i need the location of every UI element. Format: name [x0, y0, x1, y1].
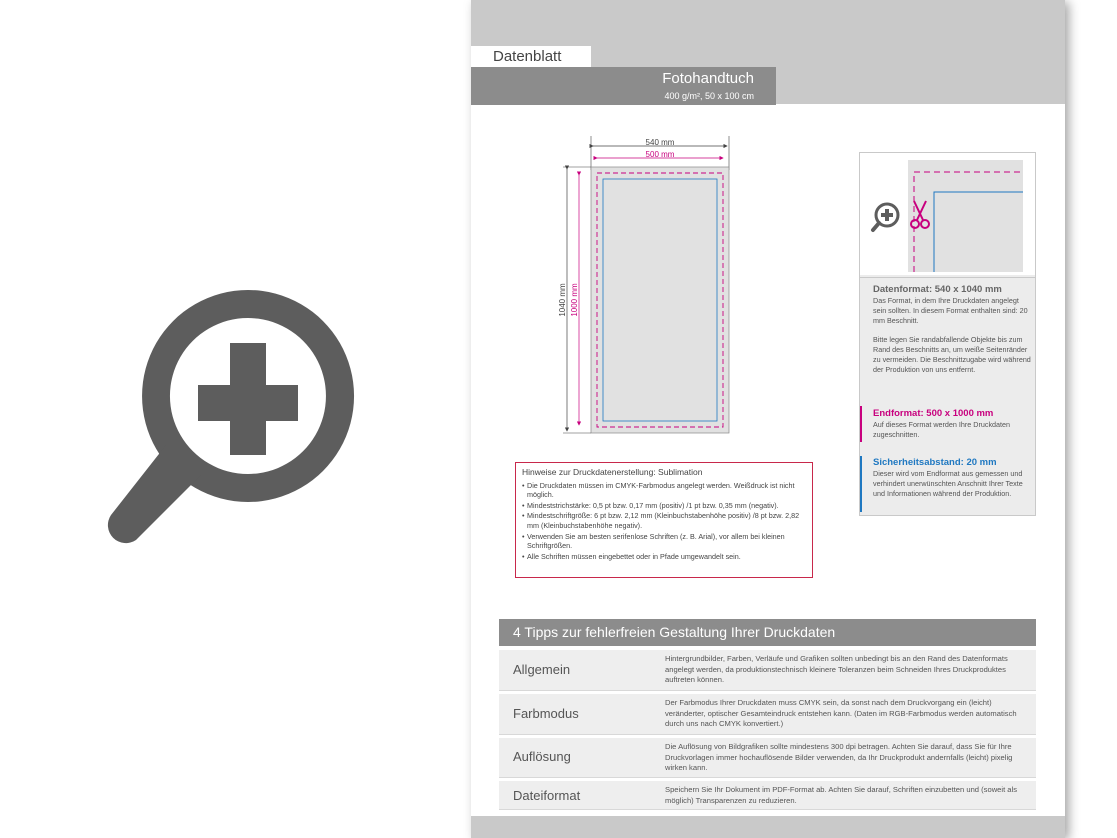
datenformat-text: Das Format, in dem Ihre Druckdaten angelegt sein sollten. In diesem Format enthalten sind: 20 mm Beschnitt.: [873, 296, 1028, 325]
zoom-in-icon[interactable]: [870, 201, 902, 233]
height-inner-label: 1000 mm: [570, 283, 579, 317]
datenblatt-tab: Datenblatt: [471, 46, 591, 67]
tip-text: Hintergrundbilder, Farben, Verläufe und Grafiken sollten unbedingt bis an den Rand des Datenformats angelegt werden, da produktionstechnisch kleinere Toleranzen beim Schneiden Ihres Druckproduktes auftreten können.: [665, 654, 1008, 684]
notes-list: [522, 481, 806, 562]
endformat-section: [873, 408, 1033, 440]
scissors-icon: [909, 199, 931, 231]
corner-preview: [860, 153, 1035, 275]
endformat-text: Auf dieses Format werden Ihre Druckdaten zugeschnitten.: [873, 420, 1011, 439]
zoom-in-icon[interactable]: [96, 290, 366, 560]
width-inner-label: 500 mm: [645, 150, 675, 159]
data-format-area: [591, 167, 729, 433]
print-notes-box: [515, 462, 813, 578]
list-item: • Verwenden Sie am besten serifenlose Schriften (z. B. Arial), vor allem bei kleinen Schriftgrößen.: [522, 532, 806, 551]
tips-table: [499, 619, 1036, 810]
title-bar: [471, 67, 776, 105]
datenformat-text: Bitte legen Sie randabfallende Objekte bis zum Rand des Beschnitts an, um weiße Seitenränder zu vermeiden. Die Beschnittzugabe wird während der Produktion von uns entfernt.: [873, 335, 1031, 374]
sicherheit-section: [873, 457, 1033, 499]
table-row: [499, 694, 1036, 735]
datenformat-section: [873, 284, 1033, 375]
tip-label: Dateiformat: [513, 788, 581, 803]
list-item: • Alle Schriften müssen eingebettet oder in Pfade umgewandelt sein.: [522, 552, 806, 562]
table-row: [499, 650, 1036, 691]
list-item: • Die Druckdaten müssen im CMYK-Farbmodus angelegt werden. Weißdruck ist nicht möglich.: [522, 481, 806, 500]
sheet-footer: [471, 816, 1065, 838]
height-outer-label: 1040 mm: [558, 283, 567, 317]
notes-title: Hinweise zur Druckdatenerstellung: Sublimation: [522, 467, 703, 477]
tip-text: Speichern Sie Ihr Dokument im PDF-Format ab. Achten Sie darauf, Schriften einzubetten und (soweit als möglich) Transparenzen zu reduzieren.: [665, 785, 1018, 805]
width-outer-label: 540 mm: [645, 138, 675, 147]
datenformat-heading: Datenformat: 540 x 1040 mm: [873, 284, 1002, 295]
sicherheit-text: Dieser wird vom Endformat aus gemessen und verhindert unerwünschten Anschnitt Ihrer Texte und Informationen während der Produktion.: [873, 469, 1023, 498]
product-subtitle: 400 g/m², 50 x 100 cm: [664, 91, 754, 101]
divider: [860, 277, 1035, 278]
tip-text: Der Farbmodus Ihrer Druckdaten muss CMYK sein, da sonst nach dem Druckvorgang ein (leicht) veränderter, optischer Gesamteindruck entstehen kann. (Daten im RGB-Farbmodus werden automatisch durch uns nach CMYK konvertiert.): [665, 698, 1017, 728]
sicherheit-heading: Sicherheitsabstand: 20 mm: [873, 457, 997, 468]
tip-label: Allgemein: [513, 662, 571, 677]
datasheet-page: [471, 0, 1065, 838]
table-row: [499, 738, 1036, 778]
format-diagram: [551, 134, 741, 444]
tips-header: 4 Tipps zur fehlerfreien Gestaltung Ihrer Druckdaten: [499, 619, 1036, 646]
list-item: • Mindestschriftgröße: 6 pt bzw. 2,12 mm (Kleinbuchstabenhöhe positiv) /8 pt bzw. 2,82 mm (Kleinbuchstabenhöhe negativ).: [522, 511, 806, 530]
list-item: • Mindeststrichstärke: 0,5 pt bzw. 0,17 mm (positiv) /1 pt bzw. 0,35 mm (negativ).: [522, 501, 806, 511]
table-row: [499, 781, 1036, 810]
endformat-heading: Endformat: 500 x 1000 mm: [873, 408, 994, 419]
tip-label: Farbmodus: [513, 706, 579, 721]
product-title: Fotohandtuch: [662, 70, 754, 87]
sicherheit-marker: [860, 456, 862, 512]
tip-text: Die Auflösung von Bildgrafiken sollte mindestens 300 dpi betragen. Achten Sie darauf, dass Sie für Ihre Druckvorlagen immer hochauflösende Bilder verwenden, da Ihr Druckprodukt andernfalls (leicht) pixelig wirken kann.: [665, 742, 1013, 772]
format-info-panel: [859, 152, 1036, 516]
tip-label: Auflösung: [513, 749, 571, 764]
endformat-marker: [860, 406, 862, 442]
